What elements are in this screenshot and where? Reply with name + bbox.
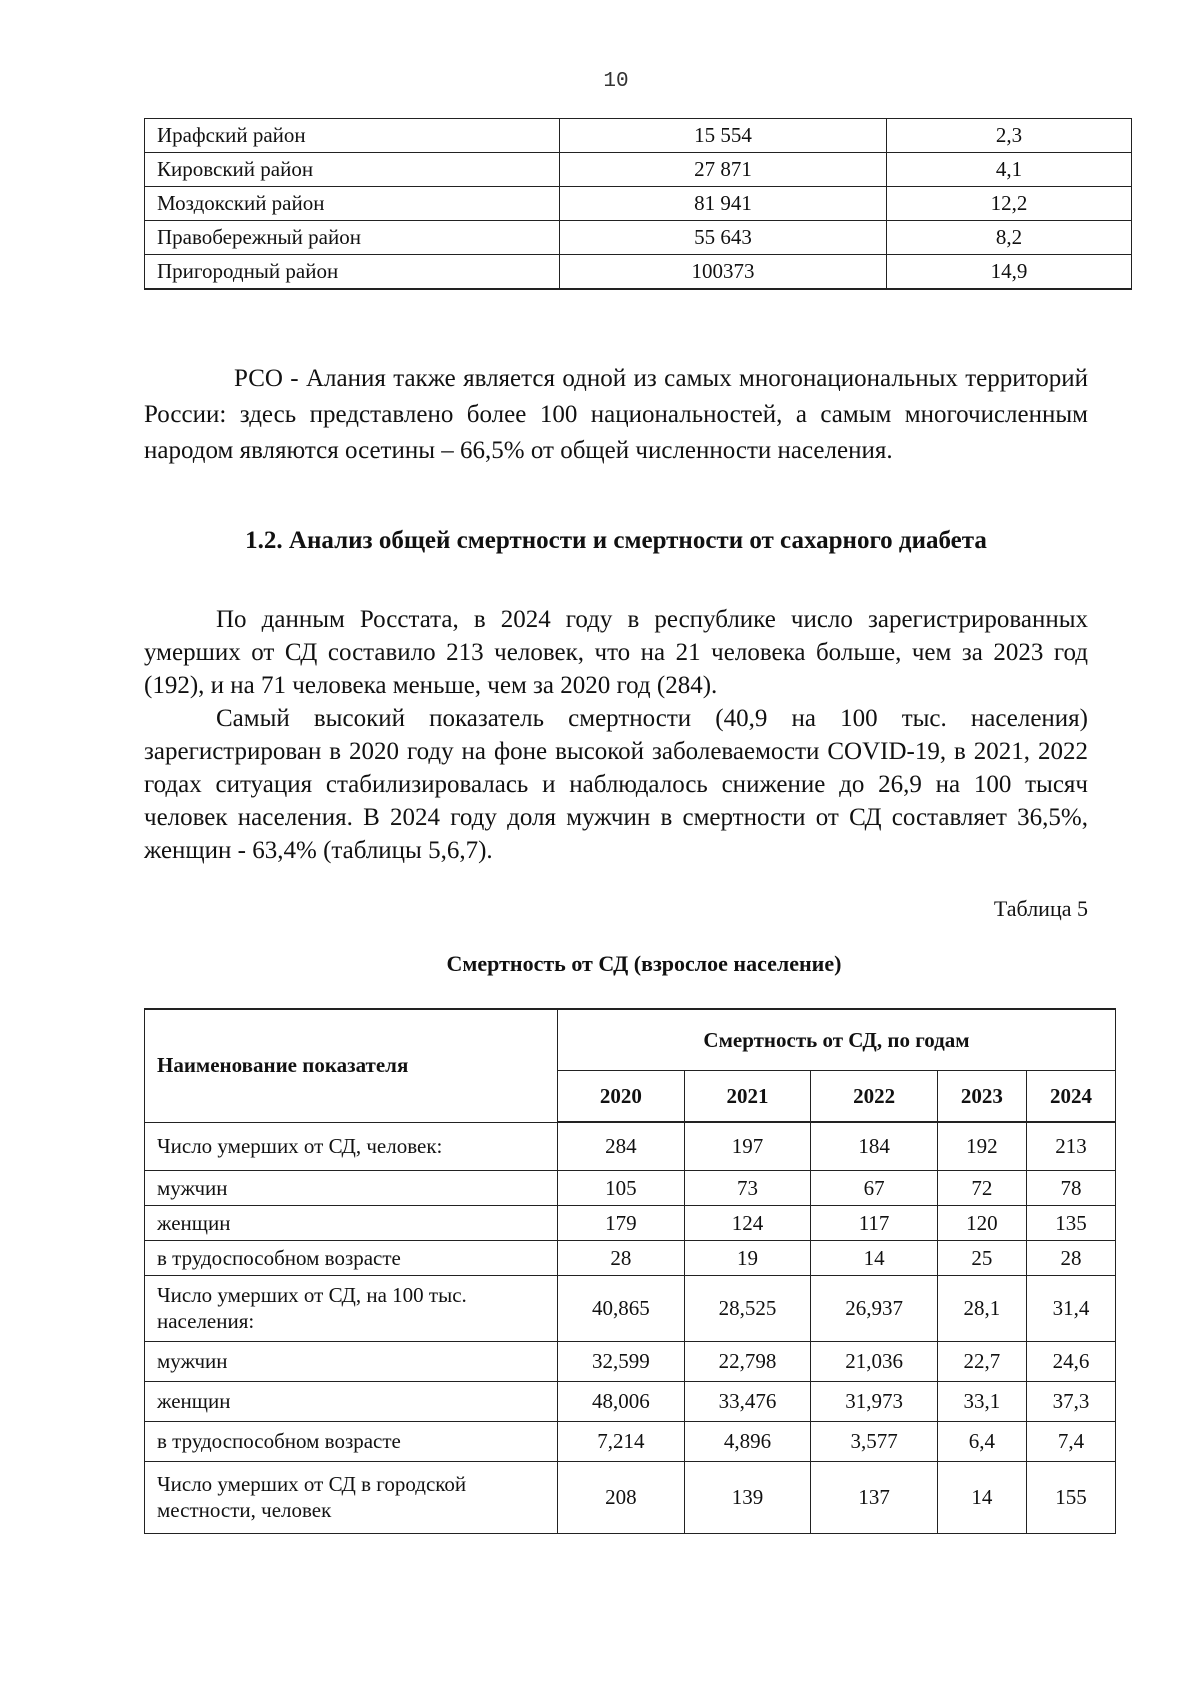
district-population: 55 643 [560, 221, 887, 255]
value-cell: 197 [684, 1122, 811, 1170]
year-header: 2021 [684, 1071, 811, 1123]
value-cell: 120 [937, 1205, 1026, 1240]
mortality-table [144, 1008, 1116, 1534]
value-cell: 179 [558, 1205, 685, 1240]
year-header: 2023 [937, 1071, 1026, 1123]
table-row [145, 1381, 1116, 1421]
value-cell: 117 [811, 1205, 938, 1240]
district-share: 14,9 [887, 255, 1132, 290]
value-cell: 40,865 [558, 1275, 685, 1341]
value-cell: 31,973 [811, 1381, 938, 1421]
value-cell: 33,1 [937, 1381, 1026, 1421]
value-cell: 21,036 [811, 1341, 938, 1381]
value-cell: 6,4 [937, 1421, 1026, 1461]
table-row [145, 1461, 1116, 1533]
row-label: в трудоспособном возрасте [145, 1240, 558, 1275]
district-table [144, 118, 1132, 290]
district-share: 8,2 [887, 221, 1132, 255]
value-cell: 19 [684, 1240, 811, 1275]
row-label: мужчин [145, 1170, 558, 1205]
district-name: Моздокский район [145, 187, 560, 221]
value-cell: 184 [811, 1122, 938, 1170]
table-row [145, 1170, 1116, 1205]
table-row [145, 1341, 1116, 1381]
value-cell: 22,798 [684, 1341, 811, 1381]
table-row [145, 1240, 1116, 1275]
district-name: Кировский район [145, 153, 560, 187]
value-cell: 31,4 [1026, 1275, 1115, 1341]
district-row [145, 221, 1132, 255]
section-heading: 1.2. Анализ общей смертности и смертности от сахарного диабета [245, 527, 987, 554]
value-cell: 33,476 [684, 1381, 811, 1421]
paragraph-rosstat: По данным Росстата, в 2024 году в республике число зарегистрированных умерших от СД составило 213 человек, что на 21 человека больше, чем за 2023 год (192), и на 71 человека меньше, чем за 2020 год (284). [144, 606, 1088, 699]
value-cell: 105 [558, 1170, 685, 1205]
district-row [145, 153, 1132, 187]
value-cell: 28 [558, 1240, 685, 1275]
row-label: женщин [145, 1205, 558, 1240]
value-cell: 137 [811, 1461, 938, 1533]
value-cell: 28,525 [684, 1275, 811, 1341]
value-cell: 28,1 [937, 1275, 1026, 1341]
value-cell: 28 [1026, 1240, 1115, 1275]
district-name: Пригородный район [145, 255, 560, 290]
district-name: Правобережный район [145, 221, 560, 255]
table-row [145, 1421, 1116, 1461]
year-header: 2024 [1026, 1071, 1115, 1123]
value-cell: 37,3 [1026, 1381, 1115, 1421]
value-cell: 208 [558, 1461, 685, 1533]
district-population: 15 554 [560, 119, 887, 153]
value-cell: 284 [558, 1122, 685, 1170]
value-cell: 73 [684, 1170, 811, 1205]
table-title: Смертность от СД (взрослое население) [446, 951, 842, 976]
value-cell: 135 [1026, 1205, 1115, 1240]
row-label: Число умерших от СД в городской местности, человек [145, 1461, 558, 1533]
row-label: женщин [145, 1381, 558, 1421]
value-cell: 67 [811, 1170, 938, 1205]
value-cell: 124 [684, 1205, 811, 1240]
indicator-header: Наименование показателя [145, 1009, 558, 1122]
table-row [145, 1275, 1116, 1341]
value-cell: 48,006 [558, 1381, 685, 1421]
district-row [145, 119, 1132, 153]
row-label: мужчин [145, 1341, 558, 1381]
value-cell: 72 [937, 1170, 1026, 1205]
paragraph-nationalities: РСО - Алания также является одной из самых многонациональных территорий России: здесь представлено более 100 национальностей, а самым многочисленным народом являются осетины – 66,5% от общей численности населения. [144, 365, 1088, 464]
row-label: в трудоспособном возрасте [145, 1421, 558, 1461]
table-row [145, 1205, 1116, 1240]
value-cell: 22,7 [937, 1341, 1026, 1381]
district-share: 12,2 [887, 187, 1132, 221]
value-cell: 139 [684, 1461, 811, 1533]
district-share: 4,1 [887, 153, 1132, 187]
value-cell: 192 [937, 1122, 1026, 1170]
value-cell: 7,214 [558, 1421, 685, 1461]
district-share: 2,3 [887, 119, 1132, 153]
district-population: 27 871 [560, 153, 887, 187]
district-population: 100373 [560, 255, 887, 290]
value-cell: 24,6 [1026, 1341, 1115, 1381]
district-name: Ирафский район [145, 119, 560, 153]
district-population: 81 941 [560, 187, 887, 221]
paragraph-mortality-rate: Самый высокий показатель смертности (40,9 на 100 тыс. населения) зарегистрирован в 2020 году на фоне высокой заболеваемости COVID-19, в 2021, 2022 годах ситуация стабилизировалась и наблюдалось снижение до 26,9 на 100 тысяч человек населения. В 2024 году доля мужчин в смертности от СД составляет 36,5%, женщин - 63,4% (таблицы 5,6,7). [144, 705, 1088, 864]
row-label: Число умерших от СД, на 100 тыс. населения: [145, 1275, 558, 1341]
table-number: Таблица 5 [993, 896, 1088, 921]
table-row [145, 1122, 1116, 1170]
year-header: 2020 [558, 1071, 685, 1123]
value-cell: 78 [1026, 1170, 1115, 1205]
value-cell: 4,896 [684, 1421, 811, 1461]
row-label: Число умерших от СД, человек: [145, 1122, 558, 1170]
value-cell: 213 [1026, 1122, 1115, 1170]
value-cell: 14 [937, 1461, 1026, 1533]
value-cell: 7,4 [1026, 1421, 1115, 1461]
district-row [145, 187, 1132, 221]
value-cell: 26,937 [811, 1275, 938, 1341]
group-header: Смертность от СД, по годам [558, 1009, 1116, 1071]
district-row [145, 255, 1132, 290]
value-cell: 3,577 [811, 1421, 938, 1461]
year-header: 2022 [811, 1071, 938, 1123]
value-cell: 32,599 [558, 1341, 685, 1381]
value-cell: 14 [811, 1240, 938, 1275]
value-cell: 25 [937, 1240, 1026, 1275]
value-cell: 155 [1026, 1461, 1115, 1533]
page-number: 10 [603, 70, 629, 93]
